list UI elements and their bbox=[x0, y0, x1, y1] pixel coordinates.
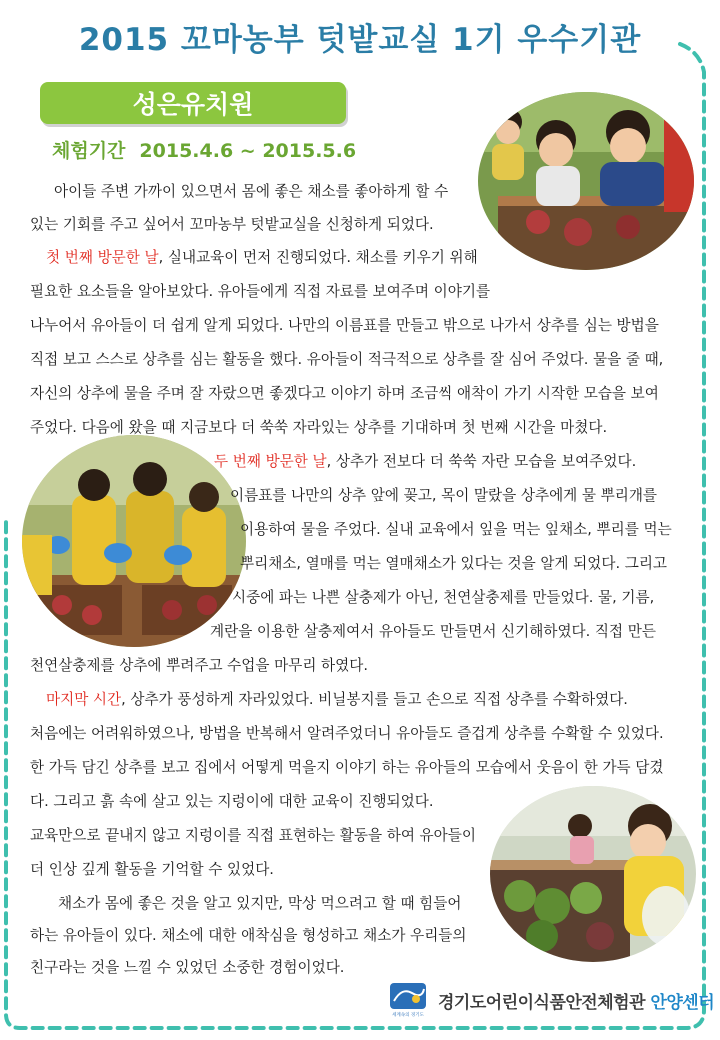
body-line: 한 가득 담긴 상추를 보고 집에서 어떻게 먹을지 이야기 하는 유아들의 모습에서 웃음이 한 가득 담겼 bbox=[30, 759, 664, 776]
body-line: 주었다. 다음에 왔을 때 지금보다 더 쑥쑥 자라있는 상추를 기대하며 첫 번째 시간을 마쳤다. bbox=[30, 419, 608, 436]
body-line-highlighted bbox=[214, 452, 636, 472]
body-line: 하는 유아들이 있다. 채소에 대한 애착심을 형성하고 채소가 우리들의 bbox=[30, 927, 467, 944]
body-line: 뿌리채소, 열매를 먹는 열매채소가 있다는 것을 알게 되었다. 그리고 bbox=[240, 555, 668, 572]
svg-text:세계속의 경기도: 세계속의 경기도 bbox=[392, 1013, 424, 1018]
photo-planting bbox=[478, 92, 694, 270]
school-name-badge: 성은유치원 bbox=[40, 82, 346, 124]
org-name: 경기도어린이식품안전체험관 bbox=[438, 992, 645, 1013]
body-line-highlighted bbox=[46, 690, 628, 710]
page-title: 2015 꼬마농부 텃밭교실 1기 우수기관 bbox=[78, 22, 642, 58]
period-value: 2015.4.6 ~ 2015.5.6 bbox=[139, 140, 357, 162]
photo-harvesting bbox=[490, 786, 696, 962]
body-line: 다. 그리고 흙 속에 살고 있는 지렁이에 대한 교육이 진행되었다. bbox=[30, 793, 434, 810]
highlight-second-visit: 두 번째 방문한 날 bbox=[214, 453, 327, 470]
body-line: 채소가 몸에 좋은 것을 알고 있지만, 막상 먹으려고 할 때 힘들어 bbox=[58, 895, 462, 912]
highlight-last-visit: 마지막 시간 bbox=[46, 691, 122, 708]
body-text: , 실내교육이 먼저 진행되었다. 채소를 키우기 위해 bbox=[158, 249, 478, 266]
period-label: 체험기간 bbox=[52, 140, 126, 162]
body-line: 더 인상 깊게 활동을 기억할 수 있었다. bbox=[30, 861, 274, 878]
body-line: 친구라는 것을 느낄 수 있었던 소중한 경험이었다. bbox=[30, 959, 345, 976]
body-line-highlighted bbox=[46, 248, 478, 268]
body-line: 아이들 주변 가까이 있으면서 몸에 좋은 채소를 좋아하게 할 수 bbox=[54, 183, 449, 200]
experience-period bbox=[52, 136, 356, 163]
body-line: 자신의 상추에 물을 주며 잘 자랐으면 좋겠다고 이야기 하며 조금씩 애착이 가기 시작한 모습을 보여 bbox=[30, 385, 659, 402]
body-line: 있는 기회를 주고 싶어서 꼬마농부 텃밭교실을 신청하게 되었다. bbox=[30, 216, 434, 233]
body-line: 이용하여 물을 주었다. 실내 교육에서 잎을 먹는 잎채소, 뿌리를 먹는 bbox=[240, 521, 672, 538]
body-line: 이름표를 나만의 상추 앞에 꽂고, 목이 말랐을 상추에게 물 뿌리개를 bbox=[230, 487, 658, 504]
body-line: 교육만으로 끝내지 않고 지렁이를 직접 표현하는 활동을 하여 유아들이 bbox=[30, 827, 476, 844]
body-line: 계란을 이용한 살충제여서 유아들도 만들면서 신기해하였다. 직접 만든 bbox=[210, 623, 656, 640]
body-line: 직접 보고 스스로 상추를 심는 활동을 했다. 유아들이 적극적으로 상추를 잘 심어 주었다. 물을 줄 때, bbox=[30, 351, 664, 368]
body-line: 처음에는 어려워하였으나, 방법을 반복해서 알려주었더니 유아들도 즐겁게 상추를 수확할 수 있었다. bbox=[30, 725, 664, 742]
footer-org bbox=[386, 980, 714, 1020]
body-line: 시중에 파는 나쁜 살충제가 아닌, 천연살충제를 만들었다. 물, 기름, bbox=[232, 589, 655, 606]
body-text: , 상추가 풍성하게 자라있었다. 비닐봉지를 들고 손으로 직접 상추를 수확하였다. bbox=[121, 691, 628, 708]
photo-watering bbox=[22, 435, 246, 647]
branch-name: 안양센터 bbox=[650, 992, 715, 1013]
body-line: 필요한 요소들을 알아보았다. 유아들에게 직접 자료를 보여주며 이야기를 bbox=[30, 283, 491, 300]
highlight-first-visit: 첫 번째 방문한 날 bbox=[46, 249, 159, 266]
body-line: 나누어서 유아들이 더 쉽게 알게 되었다. 나만의 이름표를 만들고 밖으로 나가서 상추를 심는 방법을 bbox=[30, 317, 659, 334]
gyeonggi-logo-icon bbox=[386, 981, 430, 1019]
body-line: 천연살충제를 상추에 뿌려주고 수업을 마무리 하였다. bbox=[30, 657, 368, 674]
body-text: , 상추가 전보다 더 쑥쑥 자란 모습을 보여주었다. bbox=[326, 453, 637, 470]
